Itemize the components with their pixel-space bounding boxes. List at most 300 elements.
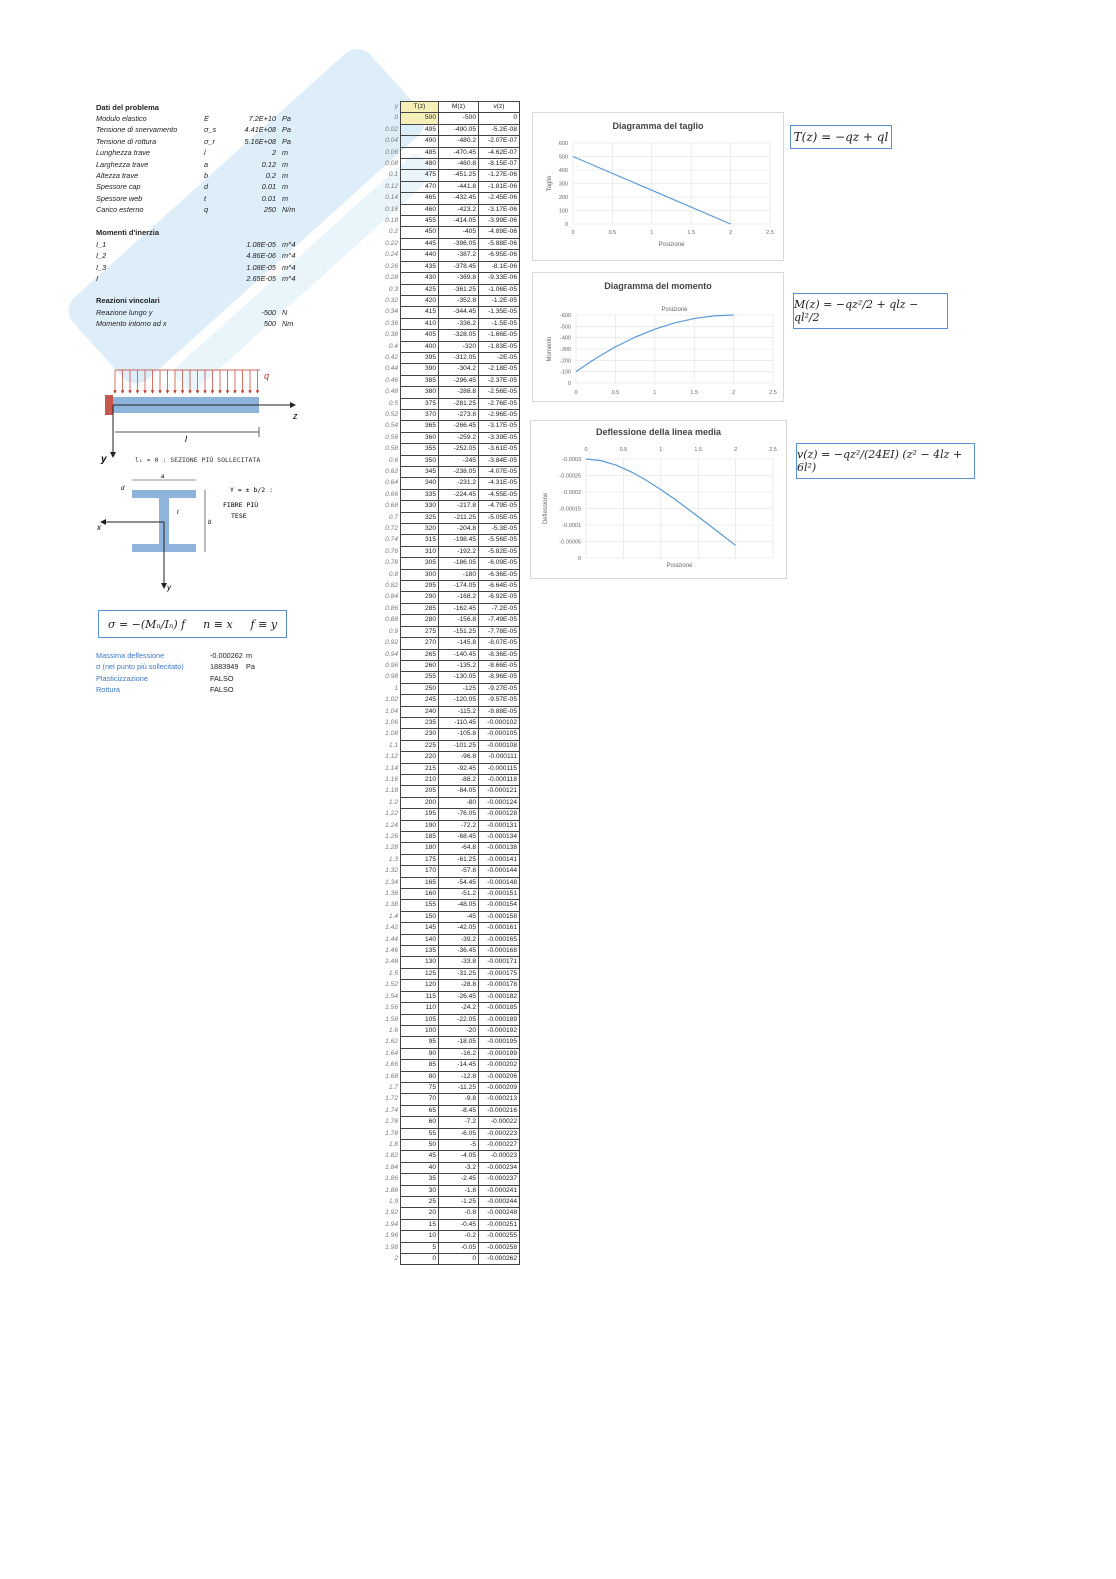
values-table bbox=[376, 101, 520, 1265]
cell-m: -245 bbox=[439, 455, 479, 466]
param-row bbox=[96, 160, 326, 171]
cell-z: 1.72 bbox=[385, 1095, 398, 1103]
table-row bbox=[376, 854, 520, 865]
cell-m: -18.05 bbox=[439, 1037, 479, 1048]
cell-t: 85 bbox=[401, 1060, 439, 1071]
result-label: σ (nel punto più sollecitato) bbox=[96, 662, 184, 672]
cell-t: 0 bbox=[401, 1254, 439, 1265]
cell-t: 465 bbox=[401, 193, 439, 204]
table-row bbox=[376, 364, 520, 375]
cell-z: 0.78 bbox=[385, 559, 398, 567]
cell-t: 300 bbox=[401, 569, 439, 580]
table-row bbox=[376, 797, 520, 808]
param-row bbox=[96, 182, 326, 193]
cell-v: -6.64E-05 bbox=[479, 581, 520, 592]
table-row bbox=[376, 261, 520, 272]
cell-t: 235 bbox=[401, 717, 439, 728]
cell-z: 0.76 bbox=[385, 547, 398, 555]
x-tick-label: 1.5 bbox=[694, 447, 703, 453]
reaction-val: 500 bbox=[263, 319, 276, 329]
cell-v: -0.000131 bbox=[479, 820, 520, 831]
cell-m: -396.05 bbox=[439, 238, 479, 249]
cell-z: 0.02 bbox=[385, 125, 398, 133]
x-tick-label: 2 bbox=[729, 230, 733, 236]
table-row bbox=[376, 1254, 520, 1265]
cell-m: -312.05 bbox=[439, 352, 479, 363]
table-row bbox=[376, 193, 520, 204]
cell-v: -0.000216 bbox=[479, 1105, 520, 1116]
table-row bbox=[376, 626, 520, 637]
table-row bbox=[376, 1094, 520, 1105]
cell-z: 1.28 bbox=[385, 844, 398, 852]
cell-t: 325 bbox=[401, 512, 439, 523]
table-row bbox=[376, 558, 520, 569]
table-row bbox=[376, 181, 520, 192]
cell-t: 205 bbox=[401, 786, 439, 797]
cell-z: 0.38 bbox=[385, 331, 398, 339]
cell-m: -441.8 bbox=[439, 181, 479, 192]
cell-t: 140 bbox=[401, 934, 439, 945]
param-val: 5.16E+08 bbox=[244, 136, 276, 146]
cell-t: 310 bbox=[401, 546, 439, 557]
table-row bbox=[376, 1139, 520, 1150]
cell-v: -0.000178 bbox=[479, 980, 520, 991]
cell-z: 1.5 bbox=[388, 969, 398, 977]
cell-t: 275 bbox=[401, 626, 439, 637]
cell-v: -4.31E-05 bbox=[479, 478, 520, 489]
cell-m: -72.2 bbox=[439, 820, 479, 831]
cell-v: -0.000182 bbox=[479, 991, 520, 1002]
y-tick-label: -0.0002 bbox=[562, 490, 581, 496]
cell-z: 0.86 bbox=[385, 604, 398, 612]
cell-v: -6.92E-05 bbox=[479, 592, 520, 603]
cell-m: -238.05 bbox=[439, 467, 479, 478]
table-row bbox=[376, 375, 520, 386]
inertia-unit: m^4 bbox=[282, 262, 296, 272]
cell-m: -33.8 bbox=[439, 957, 479, 968]
cell-t: 335 bbox=[401, 489, 439, 500]
cell-v: -5.82E-05 bbox=[479, 546, 520, 557]
cell-z: 0.28 bbox=[385, 274, 398, 282]
cell-m: -3.2 bbox=[439, 1162, 479, 1173]
param-sym: σ_r bbox=[204, 136, 215, 146]
formula-taglio: T(z) = −qz + ql bbox=[790, 125, 892, 149]
cell-m: -88.2 bbox=[439, 774, 479, 785]
cell-z: 0.68 bbox=[385, 502, 398, 510]
inertia-val: 1.08E-05 bbox=[246, 240, 276, 249]
cell-m: -490.05 bbox=[439, 124, 479, 135]
header-z: y bbox=[394, 103, 398, 110]
cell-z: 1.14 bbox=[385, 764, 398, 772]
param-row bbox=[96, 171, 326, 182]
cell-t: 210 bbox=[401, 774, 439, 785]
cell-t: 5 bbox=[401, 1242, 439, 1253]
cell-t: 355 bbox=[401, 444, 439, 455]
cell-z: 1.36 bbox=[385, 890, 398, 898]
cell-m: -96.8 bbox=[439, 752, 479, 763]
cell-m: -460.8 bbox=[439, 159, 479, 170]
table-row bbox=[376, 341, 520, 352]
cell-v: -6.95E-06 bbox=[479, 250, 520, 261]
cell-v: -0.000213 bbox=[479, 1094, 520, 1105]
param-unit: m bbox=[282, 193, 289, 203]
y-tick-label: 300 bbox=[558, 181, 568, 188]
cell-t: 330 bbox=[401, 501, 439, 512]
cell-t: 400 bbox=[401, 341, 439, 352]
cell-t: 395 bbox=[401, 352, 439, 363]
result-unit: m bbox=[246, 651, 253, 660]
inertia-unit: m^4 bbox=[282, 240, 296, 249]
cell-m: -369.8 bbox=[439, 273, 479, 284]
table-row bbox=[376, 1231, 520, 1242]
cell-t: 470 bbox=[401, 181, 439, 192]
x-tick-label: 2.5 bbox=[766, 230, 774, 236]
table-row bbox=[376, 946, 520, 957]
y-tick-label: 500 bbox=[558, 154, 568, 161]
web-t-label: t bbox=[177, 510, 179, 516]
cell-v: -2E-05 bbox=[479, 352, 520, 363]
chart-momento bbox=[532, 272, 784, 402]
cell-z: 0.44 bbox=[385, 365, 398, 373]
cell-z: 1.56 bbox=[385, 1004, 398, 1012]
cell-v: -2.45E-06 bbox=[479, 193, 520, 204]
cell-v: -9.27E-05 bbox=[479, 683, 520, 694]
table-row bbox=[376, 1208, 520, 1219]
cell-v: -2.56E-05 bbox=[479, 387, 520, 398]
cell-t: 380 bbox=[401, 387, 439, 398]
cell-z: 0.74 bbox=[385, 536, 398, 544]
fibre-note-1: Y = ± b/2 : bbox=[230, 486, 274, 494]
cell-m: -217.8 bbox=[439, 501, 479, 512]
cell-t: 20 bbox=[401, 1208, 439, 1219]
cell-t: 290 bbox=[401, 592, 439, 603]
cell-z: 1.22 bbox=[385, 810, 398, 818]
cell-m: -387.2 bbox=[439, 250, 479, 261]
cell-t: 125 bbox=[401, 968, 439, 979]
param-unit: m bbox=[282, 148, 289, 158]
cell-m: -26.45 bbox=[439, 991, 479, 1002]
param-sym: a bbox=[204, 159, 209, 169]
table-row bbox=[376, 1060, 520, 1071]
cell-z: 1.76 bbox=[385, 1118, 398, 1126]
cell-t: 175 bbox=[401, 854, 439, 865]
param-sym: E bbox=[204, 114, 209, 123]
cell-z: 1.06 bbox=[385, 718, 398, 726]
table-row bbox=[376, 603, 520, 614]
problem-data-title: Dati del problema bbox=[96, 103, 159, 112]
cell-z: 0.72 bbox=[385, 525, 398, 533]
table-row bbox=[376, 1048, 520, 1059]
cell-v: -0.000258 bbox=[479, 1242, 520, 1253]
table-row bbox=[376, 957, 520, 968]
cell-v: -0.000255 bbox=[479, 1231, 520, 1242]
cell-z: 1.32 bbox=[385, 867, 398, 875]
fibre-note-2: FIBRE PIÙ bbox=[223, 501, 259, 509]
cell-t: 80 bbox=[401, 1071, 439, 1082]
table-row bbox=[376, 752, 520, 763]
cell-m: -145.8 bbox=[439, 638, 479, 649]
cell-m: -151.25 bbox=[439, 626, 479, 637]
y-tick-label: -0.0003 bbox=[562, 457, 581, 463]
cell-m: -204.8 bbox=[439, 524, 479, 535]
table-row bbox=[376, 535, 520, 546]
cell-z: 1.46 bbox=[385, 947, 398, 955]
result-value: FALSO bbox=[210, 685, 234, 695]
cell-v: -0.000227 bbox=[479, 1139, 520, 1150]
cell-m: -22.05 bbox=[439, 1014, 479, 1025]
param-unit: Pa bbox=[282, 114, 291, 123]
table-row bbox=[376, 170, 520, 181]
table-row bbox=[376, 295, 520, 306]
height-b-label: b bbox=[208, 520, 212, 526]
cell-z: 1.84 bbox=[385, 1163, 398, 1171]
sigma-formula-box bbox=[98, 610, 287, 638]
reaction-unit: N bbox=[282, 308, 288, 317]
cell-v: -6.09E-05 bbox=[479, 558, 520, 569]
cell-t: 360 bbox=[401, 432, 439, 443]
cell-v: -0.00023 bbox=[479, 1151, 520, 1162]
cell-t: 280 bbox=[401, 615, 439, 626]
table-row bbox=[376, 1117, 520, 1128]
cell-v: -1.27E-06 bbox=[479, 170, 520, 181]
cell-m: -231.2 bbox=[439, 478, 479, 489]
cell-v: -0.000108 bbox=[479, 740, 520, 751]
table-row bbox=[376, 546, 520, 557]
cell-m: -135.2 bbox=[439, 660, 479, 671]
cell-v: -0.000192 bbox=[479, 1025, 520, 1036]
cell-z: 0.62 bbox=[385, 468, 398, 475]
cell-t: 485 bbox=[401, 147, 439, 158]
table-row bbox=[376, 444, 520, 455]
cell-t: 120 bbox=[401, 980, 439, 991]
fibre-note-3: TESE bbox=[231, 512, 247, 520]
param-val: 2 bbox=[271, 148, 276, 158]
table-row bbox=[376, 706, 520, 717]
y-tick-label: -0.0001 bbox=[562, 523, 581, 529]
header-v: v(z) bbox=[479, 102, 520, 113]
cell-t: 155 bbox=[401, 900, 439, 911]
cell-t: 295 bbox=[401, 581, 439, 592]
cell-m: -125 bbox=[439, 683, 479, 694]
cell-z: 0.98 bbox=[385, 673, 398, 681]
cell-t: 225 bbox=[401, 740, 439, 751]
table-row bbox=[376, 1128, 520, 1139]
y-tick-label: 400 bbox=[558, 168, 568, 174]
cell-v: -2.07E-07 bbox=[479, 136, 520, 147]
table-row bbox=[376, 284, 520, 295]
y-axis-label: y bbox=[101, 454, 107, 465]
table-row bbox=[376, 660, 520, 671]
table-row bbox=[376, 1071, 520, 1082]
y-tick-label: -600 bbox=[559, 313, 571, 319]
param-unit: N/m bbox=[282, 205, 296, 215]
reaction-label: Reazione lungo y bbox=[96, 308, 153, 317]
chart-title: Deflessione della linea media bbox=[595, 427, 722, 437]
cell-z: 0.66 bbox=[385, 490, 398, 498]
cell-v: -3.99E-06 bbox=[479, 216, 520, 227]
cell-t: 100 bbox=[401, 1025, 439, 1036]
cell-m: -470.45 bbox=[439, 147, 479, 158]
cell-v: -4.79E-05 bbox=[479, 501, 520, 512]
table-row bbox=[376, 592, 520, 603]
cell-v: -0.000102 bbox=[479, 717, 520, 728]
table-row bbox=[376, 352, 520, 363]
cell-z: 0.08 bbox=[385, 160, 398, 168]
cell-z: 0.64 bbox=[385, 479, 398, 487]
cell-t: 45 bbox=[401, 1151, 439, 1162]
z-axis-label: z bbox=[293, 411, 298, 421]
cell-v: -0.000244 bbox=[479, 1197, 520, 1208]
cell-z: 0.82 bbox=[385, 582, 398, 590]
cell-t: 165 bbox=[401, 877, 439, 888]
cell-z: 1.1 bbox=[388, 741, 398, 749]
cell-z: 0.52 bbox=[385, 410, 398, 418]
cell-m: -432.45 bbox=[439, 193, 479, 204]
cell-t: 170 bbox=[401, 866, 439, 877]
cell-t: 480 bbox=[401, 159, 439, 170]
cell-t: 270 bbox=[401, 638, 439, 649]
cell-t: 340 bbox=[401, 478, 439, 489]
cell-m: -0.2 bbox=[439, 1231, 479, 1242]
cell-v: -0.000234 bbox=[479, 1162, 520, 1173]
table-row bbox=[376, 489, 520, 500]
table-row bbox=[376, 147, 520, 158]
cell-z: 1.88 bbox=[385, 1186, 398, 1194]
param-unit: m bbox=[282, 159, 289, 169]
table-row bbox=[376, 318, 520, 329]
table-row bbox=[376, 124, 520, 135]
cell-z: 0.34 bbox=[385, 308, 398, 316]
formula-momento: M(z) = −qz²/2 + qlz − ql²/2 bbox=[793, 293, 948, 329]
cell-v: -2.18E-05 bbox=[479, 364, 520, 375]
cell-t: 255 bbox=[401, 672, 439, 683]
cell-m: -110.45 bbox=[439, 717, 479, 728]
cell-v: -0.000141 bbox=[479, 854, 520, 865]
cell-z: 0.46 bbox=[385, 376, 398, 384]
cell-z: 0.4 bbox=[388, 342, 398, 350]
table-row bbox=[376, 159, 520, 170]
cell-t: 260 bbox=[401, 660, 439, 671]
result-value: -0.000262 bbox=[210, 651, 243, 660]
cell-z: 0.04 bbox=[385, 137, 398, 145]
cell-m: -24.2 bbox=[439, 1003, 479, 1014]
param-row bbox=[96, 125, 326, 136]
cell-v: -6.36E-05 bbox=[479, 569, 520, 580]
length-label: l bbox=[185, 434, 187, 444]
cell-t: 265 bbox=[401, 649, 439, 660]
cell-m: -48.05 bbox=[439, 900, 479, 911]
cell-v: -4.07E-05 bbox=[479, 467, 520, 478]
param-unit: m bbox=[282, 171, 289, 180]
cell-v: -4.62E-07 bbox=[479, 147, 520, 158]
cell-v: -0.000151 bbox=[479, 889, 520, 900]
cell-v: -0.000168 bbox=[479, 946, 520, 957]
table-row bbox=[376, 421, 520, 432]
table-row bbox=[376, 911, 520, 922]
inertia-unit: m^4 bbox=[282, 251, 296, 261]
table-row bbox=[376, 581, 520, 592]
cell-v: -4.55E-05 bbox=[479, 489, 520, 500]
inertia-label: I_1 bbox=[96, 240, 107, 249]
cell-t: 285 bbox=[401, 603, 439, 614]
cell-z: 0.88 bbox=[385, 616, 398, 624]
cell-t: 145 bbox=[401, 923, 439, 934]
cell-m: -0.05 bbox=[439, 1242, 479, 1253]
cell-z: 1.74 bbox=[385, 1106, 398, 1114]
cell-m: -320 bbox=[439, 341, 479, 352]
param-sym: σ_s bbox=[204, 125, 217, 135]
table-row bbox=[376, 398, 520, 409]
table-row bbox=[376, 307, 520, 318]
cell-v: -8.07E-05 bbox=[479, 638, 520, 649]
cell-t: 200 bbox=[401, 797, 439, 808]
cell-v: -0.000105 bbox=[479, 729, 520, 740]
table-row bbox=[376, 774, 520, 785]
y-tick-label: 0 bbox=[564, 222, 568, 228]
cell-z: 1.86 bbox=[385, 1175, 398, 1183]
cell-m: -0.45 bbox=[439, 1219, 479, 1230]
param-label: Lunghezza trave bbox=[96, 148, 150, 158]
distributed-load-arrows bbox=[115, 370, 258, 393]
param-label: Modulo elastico bbox=[96, 114, 147, 123]
cell-v: -5.88E-06 bbox=[479, 238, 520, 249]
x-axis-label: Posizione bbox=[658, 242, 685, 248]
cell-v: -1.2E-05 bbox=[479, 295, 520, 306]
cell-m: -45 bbox=[439, 911, 479, 922]
cell-v: -9.33E-06 bbox=[479, 273, 520, 284]
table-row bbox=[376, 740, 520, 751]
cell-z: 1.08 bbox=[385, 730, 398, 738]
y-tick-label: 600 bbox=[558, 141, 568, 147]
cell-t: 240 bbox=[401, 706, 439, 717]
x-tick-label: 2 bbox=[734, 447, 738, 453]
x-tick-label: 2.5 bbox=[769, 390, 777, 396]
inertia-title: Momenti d'inerzia bbox=[96, 228, 160, 237]
cell-t: 405 bbox=[401, 330, 439, 341]
cell-z: 0.1 bbox=[388, 171, 398, 179]
table-row bbox=[376, 866, 520, 877]
cell-m: -11.25 bbox=[439, 1082, 479, 1093]
cell-z: 1 bbox=[394, 684, 398, 692]
cell-z: 1.34 bbox=[385, 878, 398, 886]
table-row bbox=[376, 455, 520, 466]
cell-m: -273.8 bbox=[439, 409, 479, 420]
cell-z: 1.48 bbox=[385, 958, 398, 966]
cell-m: -281.25 bbox=[439, 398, 479, 409]
cell-t: 35 bbox=[401, 1174, 439, 1185]
cell-z: 0.54 bbox=[385, 422, 398, 430]
cell-m: -259.2 bbox=[439, 432, 479, 443]
inertia-row bbox=[96, 251, 326, 262]
cell-z: 1.9 bbox=[388, 1198, 398, 1205]
cell-t: 110 bbox=[401, 1003, 439, 1014]
inertia-label: I_3 bbox=[96, 262, 107, 272]
cell-m: -352.8 bbox=[439, 295, 479, 306]
y-tick-label: 100 bbox=[558, 208, 568, 215]
table-row bbox=[376, 672, 520, 683]
cell-t: 75 bbox=[401, 1082, 439, 1093]
cell-t: 320 bbox=[401, 524, 439, 535]
cell-m: -80 bbox=[439, 797, 479, 808]
param-row bbox=[96, 205, 326, 216]
result-row bbox=[96, 651, 326, 662]
cell-m: -36.45 bbox=[439, 946, 479, 957]
table-row bbox=[376, 1105, 520, 1116]
cell-m: -0.8 bbox=[439, 1208, 479, 1219]
y-tick-label: -0.00015 bbox=[559, 506, 581, 513]
cell-v: -9.88E-05 bbox=[479, 706, 520, 717]
cell-z: 1.94 bbox=[385, 1220, 398, 1228]
